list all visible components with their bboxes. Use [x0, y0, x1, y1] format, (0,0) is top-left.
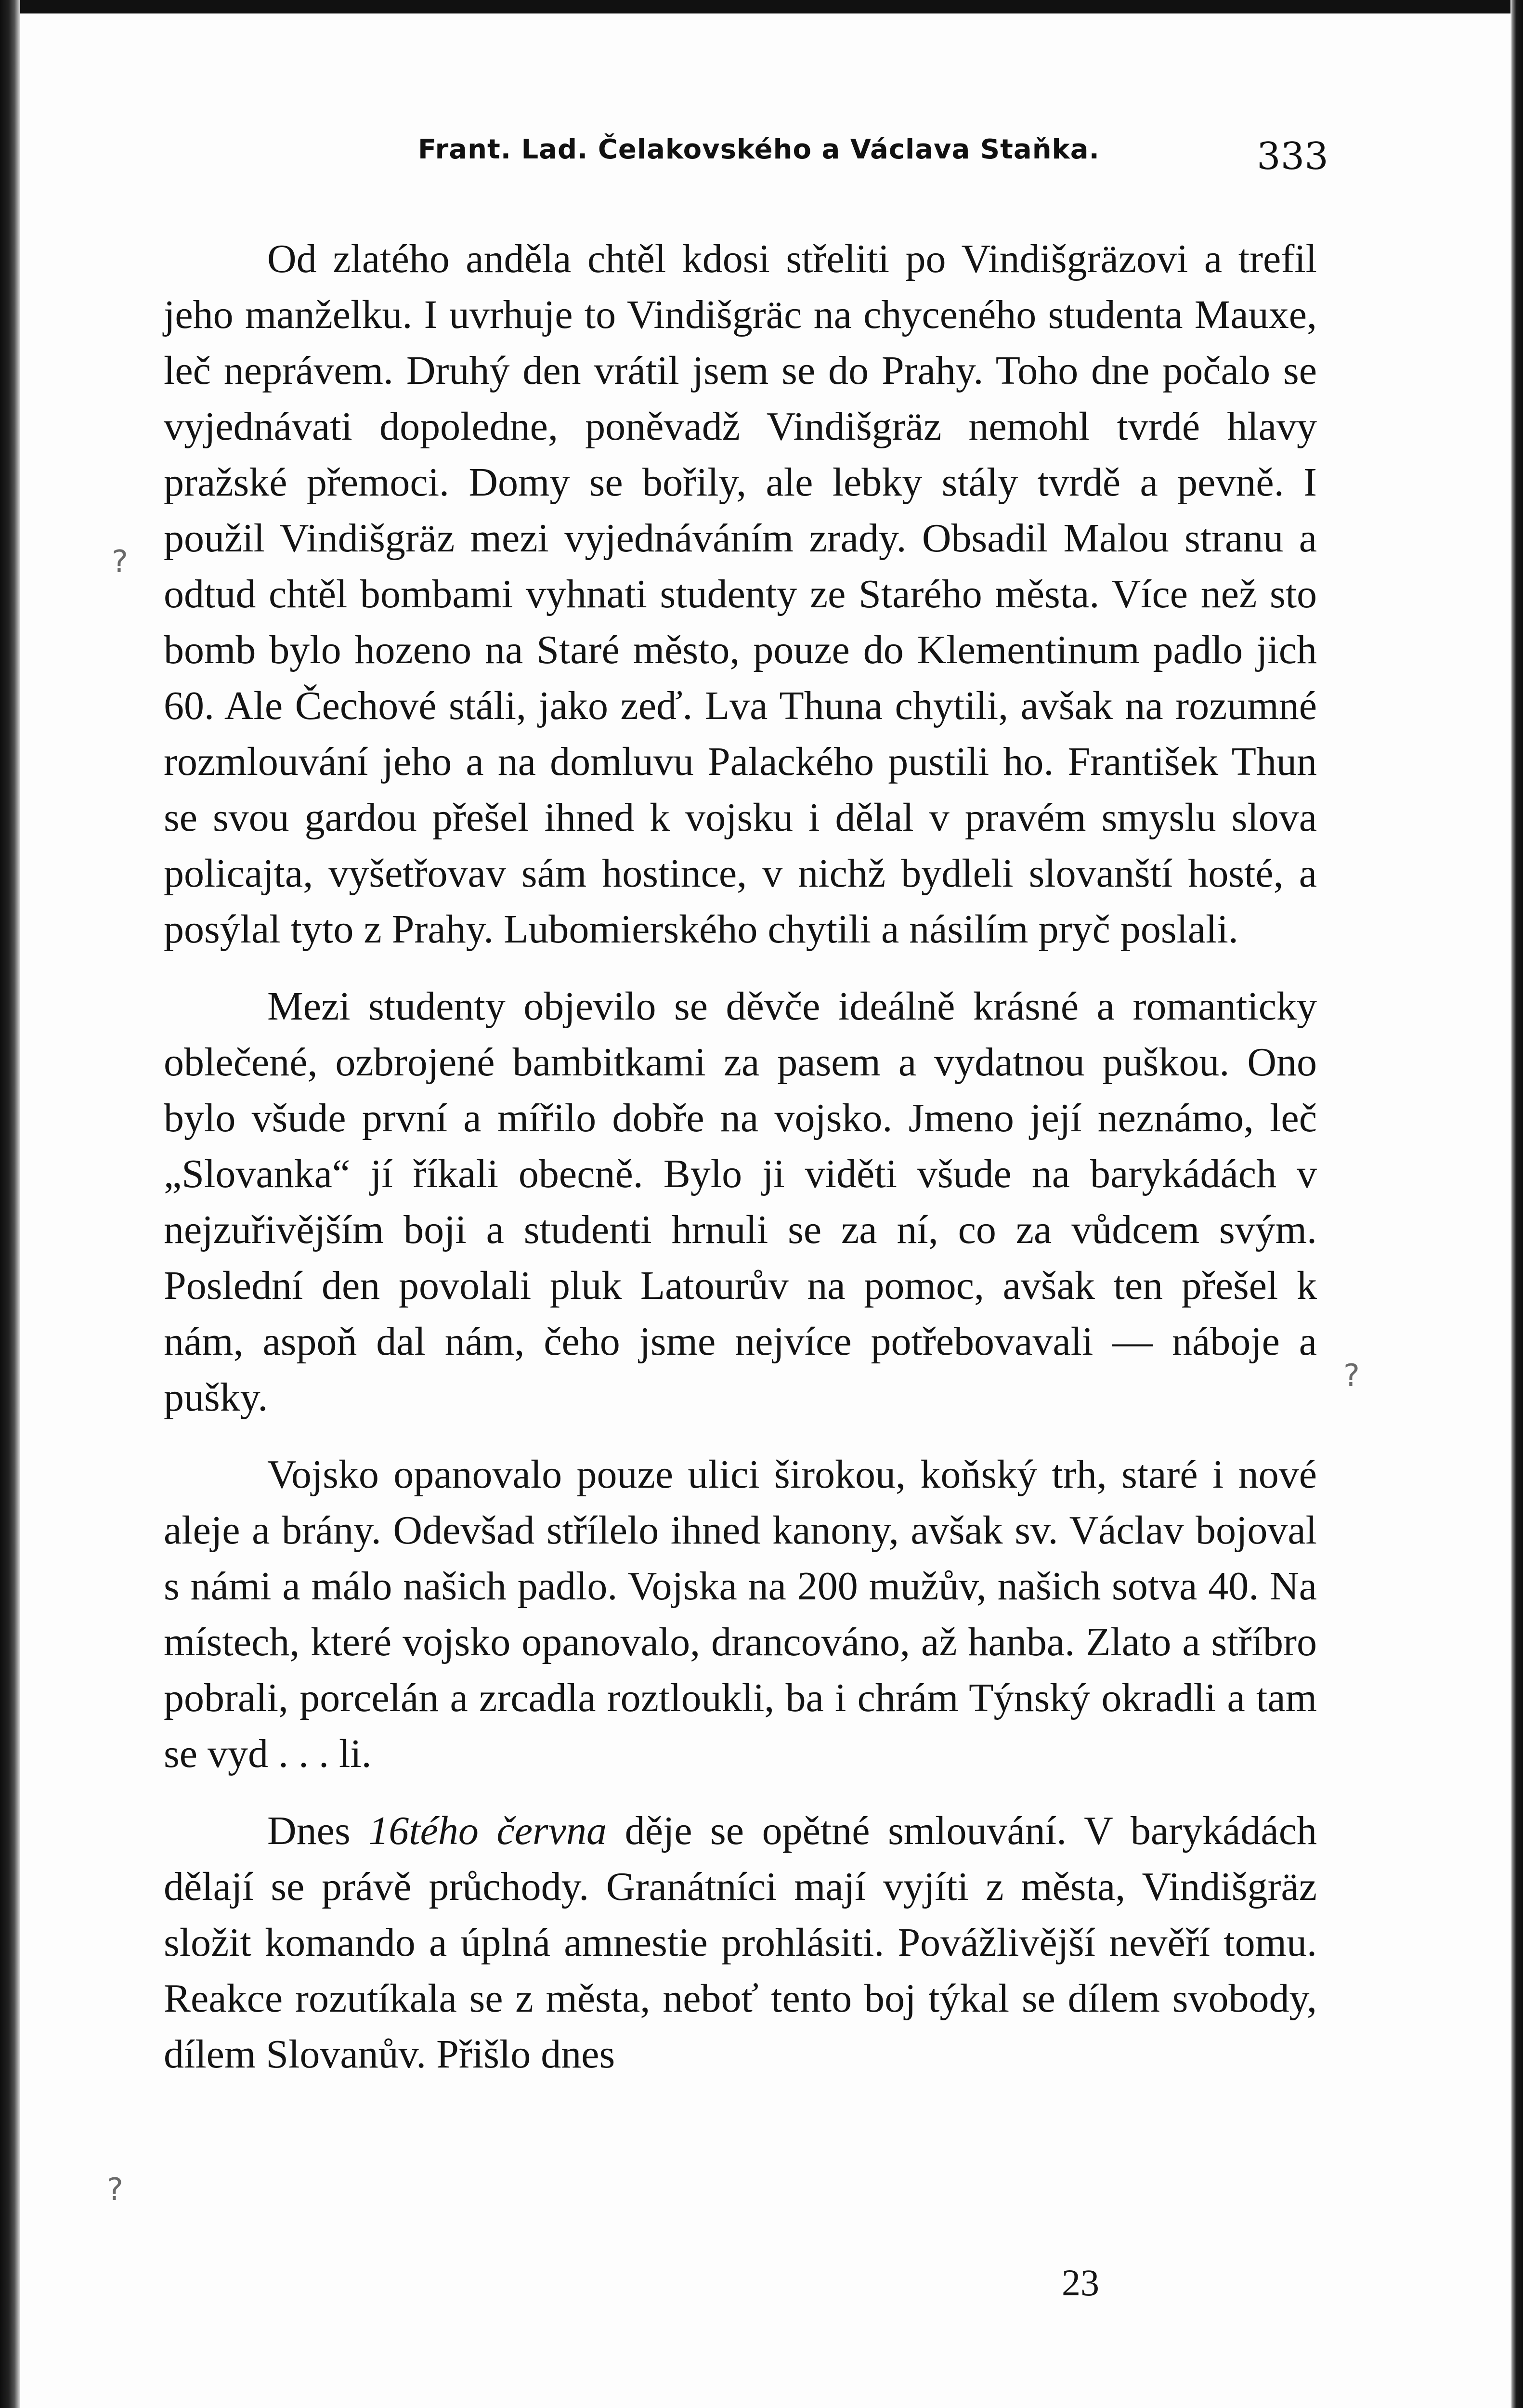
signature-mark: 23	[1062, 2262, 1099, 2303]
scan-top-edge	[0, 0, 1523, 13]
paragraph-4	[164, 1803, 1317, 2082]
margin-note: ?	[1343, 1358, 1360, 1394]
paragraph-1: Od zlatého anděla chtěl kdosi střeliti po Vindišgräzovi a trefil jeho manželku. I uvrhuje to Vindišgräc na chyceného studenta Mauxe, leč neprávem. Druhý den vrátil jsem se do Prahy. Toho dne počalo se vyjednávati dopoledne, poněvadž Vindišgräz nemohl tvrdé hlavy pražské přemoci. Domy se bořily, ale lebky stály tvrdě a pevně. I použil Vindišgräz mezi vyjednáváním zrady. Obsadil Malou stranu a odtud chtěl bombami vyhnati studenty ze Starého města. Více než sto bomb bylo hozeno na Staré město, pouze do Klementinum padlo jich 60. Ale Čechové stáli, jako zeď. Lva Thuna chytili, avšak na rozumné rozmlouvání jeho a na domluvu Palackého pustili ho. František Thun se svou gardou přešel ihned k vojsku i dělal v pravém smyslu slova policajta, vyšetřovav sám hostince, v nichž bydleli slovanští hosté, a posýlal tyto z Prahy. Lubomierského chytili a násilím pryč poslali.	[164, 236, 1317, 952]
scan-left-edge	[0, 0, 20, 2408]
date-emphasis: 16tého června	[368, 1808, 607, 1853]
margin-note: ?	[107, 2172, 123, 2208]
scan-right-edge	[1510, 0, 1523, 2408]
paragraph-2: Mezi studenty objevilo se děvče ideálně krásné a romanticky oblečené, ozbrojené bambitkami za pasem a vydatnou puškou. Ono bylo všude první a mířilo dobře na vojsko. Jmeno její neznámo, leč „Slovanka“ jí říkali obecně. Bylo ji viděti všude na barykádách v nejzuřivějším boji a studenti hrnuli se za ní, co za vůdcem svým. Poslední den povolali pluk Latourův na pomoc, avšak ten přešel k nám, aspoň dal nám, čeho jsme nejvíce potřebovavali — náboje a pušky.	[164, 984, 1317, 1420]
margin-note: ?	[112, 544, 128, 580]
running-title: Frant. Lad. Čelakovského a Václava Staňka.	[418, 134, 1100, 165]
paragraph-4-lead: Dnes	[267, 1808, 369, 1853]
paragraph-3: Vojsko opanovalo pouze ulici širokou, koňský trh, staré i nové aleje a brány. Odevšad střílelo ihned kanony, avšak sv. Václav bojoval s námi a málo našich padlo. Vojska na 200 mužův, našich sotva 40. Na místech, které vojsko opanovalo, drancováno, až hanba. Zlato a stříbro pobrali, porcelán a zrcadla roztloukli, ba i chrám Týnský okradli a tam se vyd . . . li.	[164, 1452, 1317, 1776]
body-text	[164, 231, 1317, 2082]
page-header	[0, 124, 1523, 182]
page-number: 333	[1257, 135, 1328, 178]
paragraph-4-rest: děje se opětné smlouvání. V barykádách dělají se právě průchody. Granátníci mají vyjíti z města, Vindišgräz složit komando a úplná amnestie prohlásiti. Povážlivější nevěří tomu. Reakce rozutíkala se z města, neboť tento boj týkal se dílem svobody, dílem Slovanův. Přišlo dnes	[164, 1808, 1317, 2077]
